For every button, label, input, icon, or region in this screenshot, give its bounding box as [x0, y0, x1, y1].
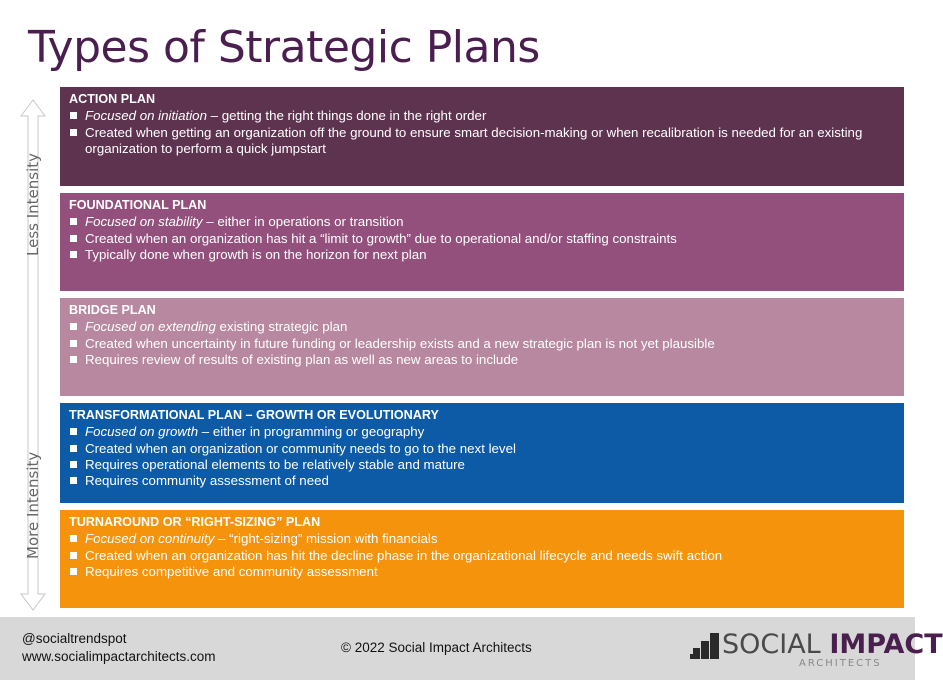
bullet-icon [70, 129, 77, 136]
bullet-emphasis: Focused on extending [85, 319, 216, 335]
plan-bullet [69, 231, 896, 247]
plan-bullet [69, 564, 896, 580]
bullet-icon [70, 235, 77, 242]
plan-bullet [69, 424, 896, 440]
bullet-text: – “right-sizing” mission with financials [214, 531, 438, 547]
bullet-text: Created when an organization or community needs to go to the next level [85, 440, 516, 456]
bullet-icon [70, 461, 77, 468]
bullet-icon [70, 323, 77, 330]
plan-bullet [69, 247, 896, 263]
logo-word-social: SOCIAL [722, 629, 821, 660]
bullet-text: Created when uncertainty in future funding or leadership exists and a new strategic plan is not yet plausible [85, 335, 715, 351]
bullet-text: Requires operational elements to be relatively stable and mature [85, 456, 465, 472]
plan-panel-foundational [60, 193, 904, 291]
plan-bullet [69, 548, 896, 564]
plan-bullet [69, 441, 896, 457]
bullet-text: Created when an organization has hit a “limit to growth” due to operational and/or staffing constraints [85, 230, 677, 246]
bullet-icon [70, 535, 77, 542]
website-link[interactable]: www.socialimpactarchitects.com [22, 649, 216, 664]
page-title: Types of Strategic Plans [28, 22, 540, 73]
plan-bullet [69, 319, 896, 335]
logo-word-architects: ARCHITECTS [799, 658, 882, 669]
bullet-icon [70, 477, 77, 484]
plan-bullet [69, 531, 896, 547]
plan-heading: TRANSFORMATIONAL PLAN – GROWTH OR EVOLUTIONARY [69, 408, 439, 422]
less-intensity-label: Less Intensity [24, 152, 42, 256]
plan-bullet [69, 457, 896, 473]
bullet-emphasis: Focused on continuity [85, 531, 215, 547]
logo-word-impact: IMPACT [829, 629, 943, 660]
bullet-icon [70, 552, 77, 559]
bullet-icon [70, 568, 77, 575]
bullet-text: Created when an organization has hit the decline phase in the organizational lifecycle and needs swift action [85, 547, 723, 563]
bullet-text: – getting the right things done in the right order [206, 108, 487, 124]
bullet-text: existing strategic plan [215, 319, 348, 335]
bullet-text: – either in operations or transition [202, 214, 404, 230]
plan-panel-turnaround [60, 510, 904, 608]
plan-bullet [69, 473, 896, 489]
bullet-text: Typically done when growth is on the horizon for next plan [85, 246, 427, 262]
plan-panel-action [60, 87, 904, 186]
bullet-emphasis: Focused on stability [85, 214, 203, 230]
plan-panel-transformational [60, 403, 904, 503]
bullet-icon [70, 112, 77, 119]
plan-heading: TURNAROUND OR “RIGHT-SIZING” PLAN [69, 515, 321, 529]
footer-contact [22, 630, 216, 666]
bullet-icon [70, 356, 77, 363]
building-blocks-icon [690, 631, 720, 661]
plan-bullet [69, 336, 896, 352]
more-intensity-label: More Intensity [24, 451, 42, 559]
plan-bullet [69, 125, 896, 158]
bullet-emphasis: Focused on growth [85, 424, 199, 440]
plan-heading: FOUNDATIONAL PLAN [69, 198, 207, 212]
bullet-icon [70, 340, 77, 347]
copyright-text: © 2022 Social Impact Architects [341, 640, 532, 655]
bullet-icon [70, 445, 77, 452]
social-handle: @socialtrendspot [22, 631, 127, 646]
bullet-text: Requires community assessment of need [85, 473, 329, 489]
bullet-emphasis: Focused on initiation [85, 108, 207, 124]
plan-bullet [69, 352, 896, 368]
footer [0, 617, 943, 680]
plan-panel-bridge [60, 298, 904, 396]
logo-wordmark [722, 629, 943, 660]
bullet-text: – either in programming or geography [198, 424, 425, 440]
plan-heading: BRIDGE PLAN [69, 303, 156, 317]
intensity-axis [8, 100, 58, 610]
bullet-text: Created when getting an organization off the ground to ensure smart decision-making or when recalibration is needed for an existing organization to perform a quick jumpstart [85, 124, 863, 156]
plan-bullet [69, 108, 896, 124]
bullet-text: Requires review of results of existing plan as well as new areas to include [85, 351, 519, 367]
bullet-icon [70, 251, 77, 258]
company-logo [690, 627, 943, 671]
bullet-icon [70, 218, 77, 225]
bullet-text: Requires competitive and community assessment [85, 563, 378, 579]
plan-heading: ACTION PLAN [69, 92, 156, 106]
plan-bullet [69, 214, 896, 230]
bullet-icon [70, 428, 77, 435]
